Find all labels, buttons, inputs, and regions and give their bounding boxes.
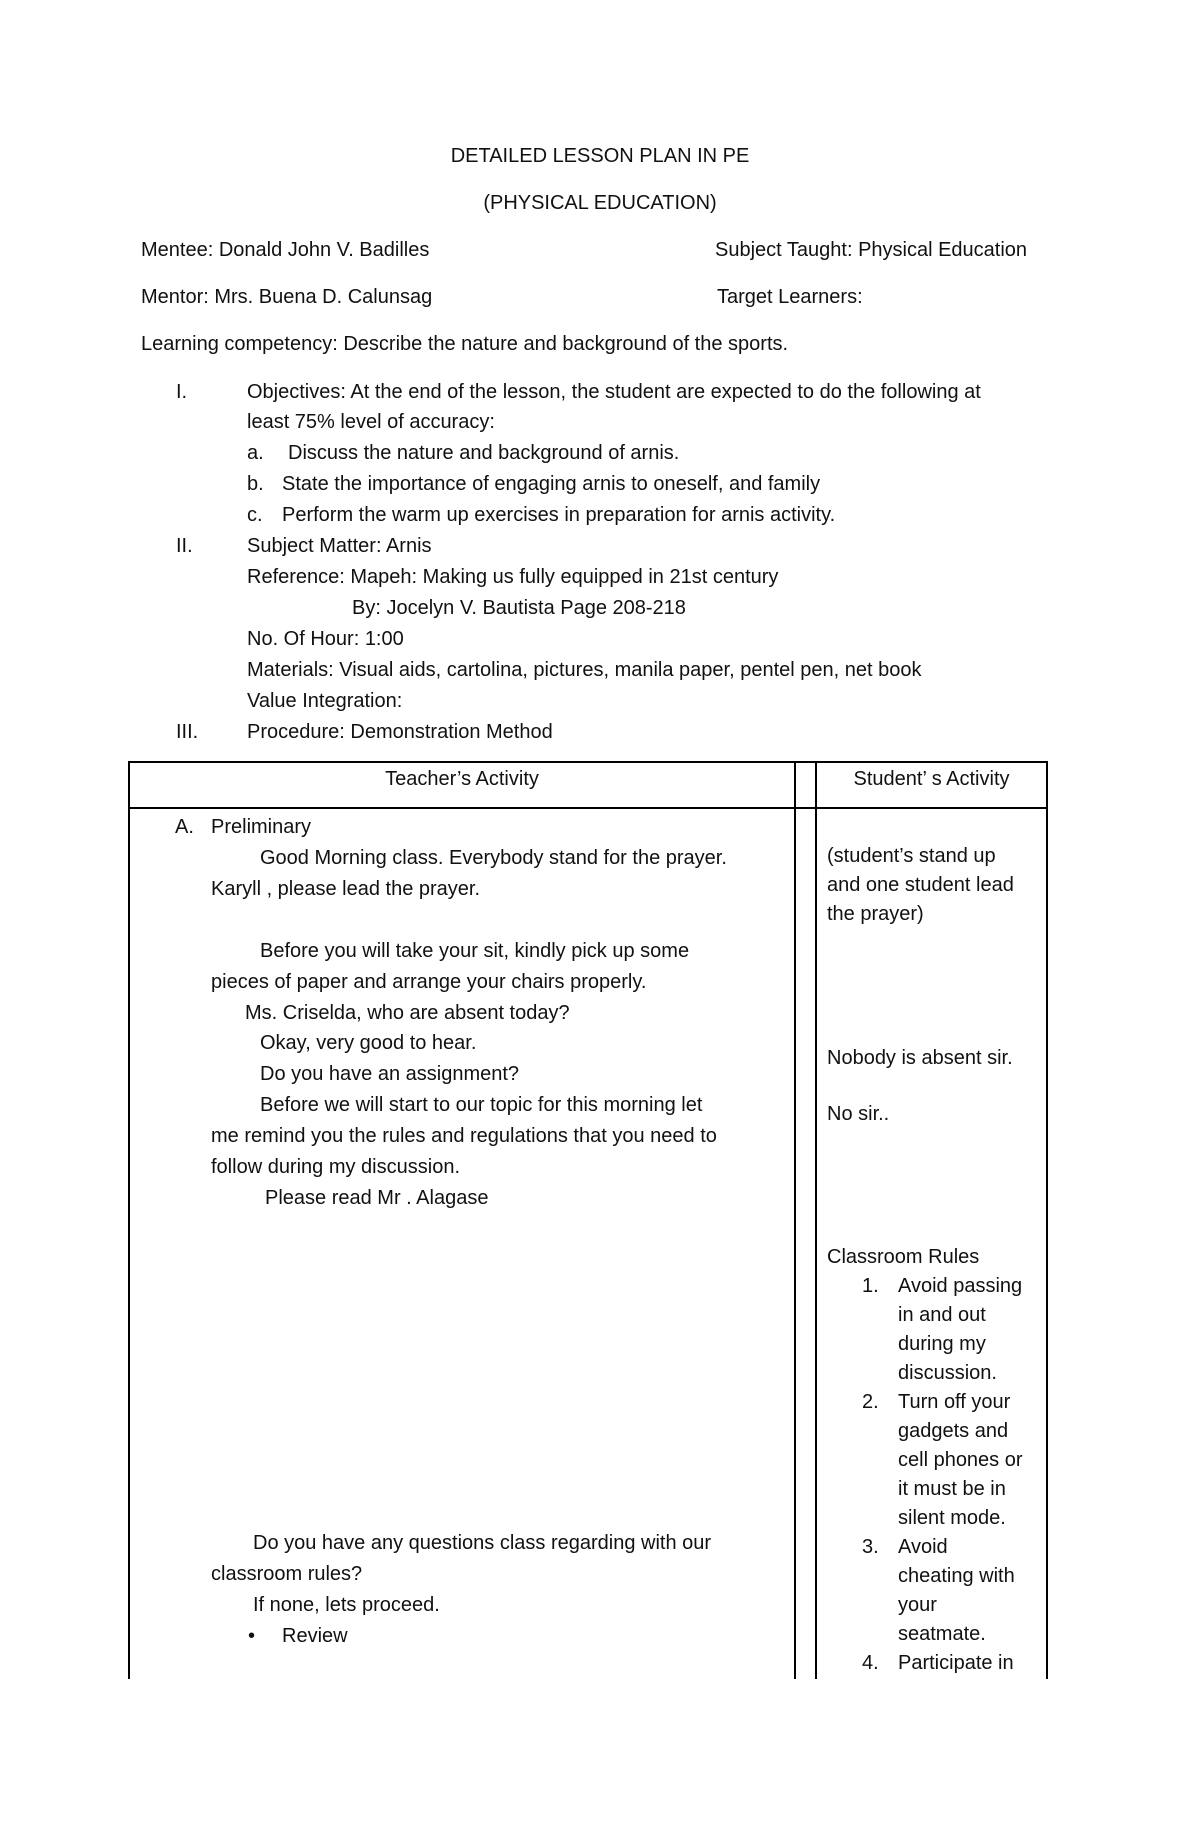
subject-matter-title: Subject Matter: Arnis: [247, 535, 432, 557]
rule-line: Avoid passing: [898, 1275, 1023, 1297]
objectives-numeral: I.: [176, 381, 188, 403]
learning-competency-line: Learning competency: Describe the nature and background of the sports.: [141, 333, 789, 355]
teacher-activity-header: Teacher’s Activity: [385, 768, 539, 790]
rule-line: seatmate.: [898, 1623, 986, 1645]
teacher-line: Before we will start to our topic for this morning let: [260, 1094, 703, 1116]
student-line: and one student lead: [827, 874, 1014, 896]
rule-line: cheating with: [898, 1565, 1015, 1587]
objectives-line-2: least 75% level of accuracy:: [247, 411, 495, 433]
rule-line: Turn off your: [898, 1391, 1011, 1413]
objective-b-text: State the importance of engaging arnis to oneself, and family: [282, 473, 821, 495]
value-integration-line: Value Integration:: [247, 690, 403, 712]
teacher-line: Do you have an assignment?: [260, 1063, 520, 1085]
rule-line: silent mode.: [898, 1507, 1006, 1529]
teacher-line: Do you have any questions class regarding with our: [253, 1532, 712, 1554]
student-line: the prayer): [827, 903, 924, 925]
student-line: No sir..: [827, 1103, 890, 1125]
table-column-divider-1: [794, 761, 796, 1679]
objective-c-marker: c.: [247, 504, 263, 526]
teacher-line: If none, lets proceed.: [253, 1594, 440, 1616]
subject-taught-line: Subject Taught: Physical Education: [715, 239, 1028, 261]
reference-author-line: By: Jocelyn V. Bautista Page 208-218: [352, 597, 686, 619]
table-right-border: [1046, 761, 1048, 1679]
procedure-numeral: III.: [176, 721, 199, 743]
rule-number: 4.: [862, 1652, 879, 1674]
rule-number: 1.: [862, 1275, 879, 1297]
rule-line: it must be in: [898, 1478, 1006, 1500]
reference-line: Reference: Mapeh: Making us fully equipped in 21st century: [247, 566, 779, 588]
teacher-line: classroom rules?: [211, 1563, 363, 1585]
student-line: (student’s stand up: [827, 845, 996, 867]
rule-line: in and out: [898, 1304, 986, 1326]
objective-a-marker: a.: [247, 442, 264, 464]
rule-line: your: [898, 1594, 937, 1616]
teacher-line: Karyll , please lead the prayer.: [211, 878, 481, 900]
materials-line: Materials: Visual aids, cartolina, pictures, manila paper, pentel pen, net book: [247, 659, 922, 681]
teacher-line: me remind you the rules and regulations that you need to: [211, 1125, 717, 1147]
teacher-line: follow during my discussion.: [211, 1156, 460, 1178]
teacher-line: Ms. Criselda, who are absent today?: [245, 1002, 570, 1024]
objective-c-text: Perform the warm up exercises in preparation for arnis activity.: [282, 504, 836, 526]
teacher-line: Please read Mr . Alagase: [265, 1187, 489, 1209]
rule-line: discussion.: [898, 1362, 997, 1384]
table-header-divider: [128, 807, 1048, 809]
document-subtitle: (PHYSICAL EDUCATION): [483, 192, 717, 214]
subject-matter-numeral: II.: [176, 535, 193, 557]
hours-line: No. Of Hour: 1:00: [247, 628, 404, 650]
rule-line: Participate in: [898, 1652, 1014, 1674]
rule-line: Avoid: [898, 1536, 948, 1558]
classroom-rules-title: Classroom Rules: [827, 1246, 980, 1268]
objective-b-marker: b.: [247, 473, 264, 495]
student-line: Nobody is absent sir.: [827, 1047, 1013, 1069]
preliminary-title: Preliminary: [211, 816, 312, 838]
teacher-line: Before you will take your sit, kindly pick up some: [260, 940, 690, 962]
teacher-line: Good Morning class. Everybody stand for the prayer.: [260, 847, 727, 869]
rule-number: 2.: [862, 1391, 879, 1413]
preliminary-marker: A.: [175, 816, 194, 838]
document-title: DETAILED LESSON PLAN IN PE: [450, 145, 750, 167]
review-item: Review: [282, 1625, 348, 1647]
objectives-line-1: Objectives: At the end of the lesson, the student are expected to do the following at: [247, 381, 981, 403]
rule-line: gadgets and: [898, 1420, 1009, 1442]
procedure-line: Procedure: Demonstration Method: [247, 721, 553, 743]
teacher-line: pieces of paper and arrange your chairs properly.: [211, 971, 647, 993]
rule-line: during my: [898, 1333, 986, 1355]
teacher-line: Okay, very good to hear.: [260, 1032, 477, 1054]
mentor-line: Mentor: Mrs. Buena D. Calunsag: [141, 286, 433, 308]
rule-line: cell phones or: [898, 1449, 1023, 1471]
student-activity-header: Student’ s Activity: [853, 768, 1010, 790]
mentee-line: Mentee: Donald John V. Badilles: [141, 239, 430, 261]
rule-number: 3.: [862, 1536, 879, 1558]
table-left-border: [128, 761, 130, 1679]
bullet-icon: •: [248, 1625, 256, 1647]
objective-a-text: Discuss the nature and background of arnis.: [288, 442, 680, 464]
table-column-divider-2: [815, 761, 817, 1679]
target-learners-line: Target Learners:: [717, 286, 863, 308]
table-top-border: [128, 761, 1048, 763]
